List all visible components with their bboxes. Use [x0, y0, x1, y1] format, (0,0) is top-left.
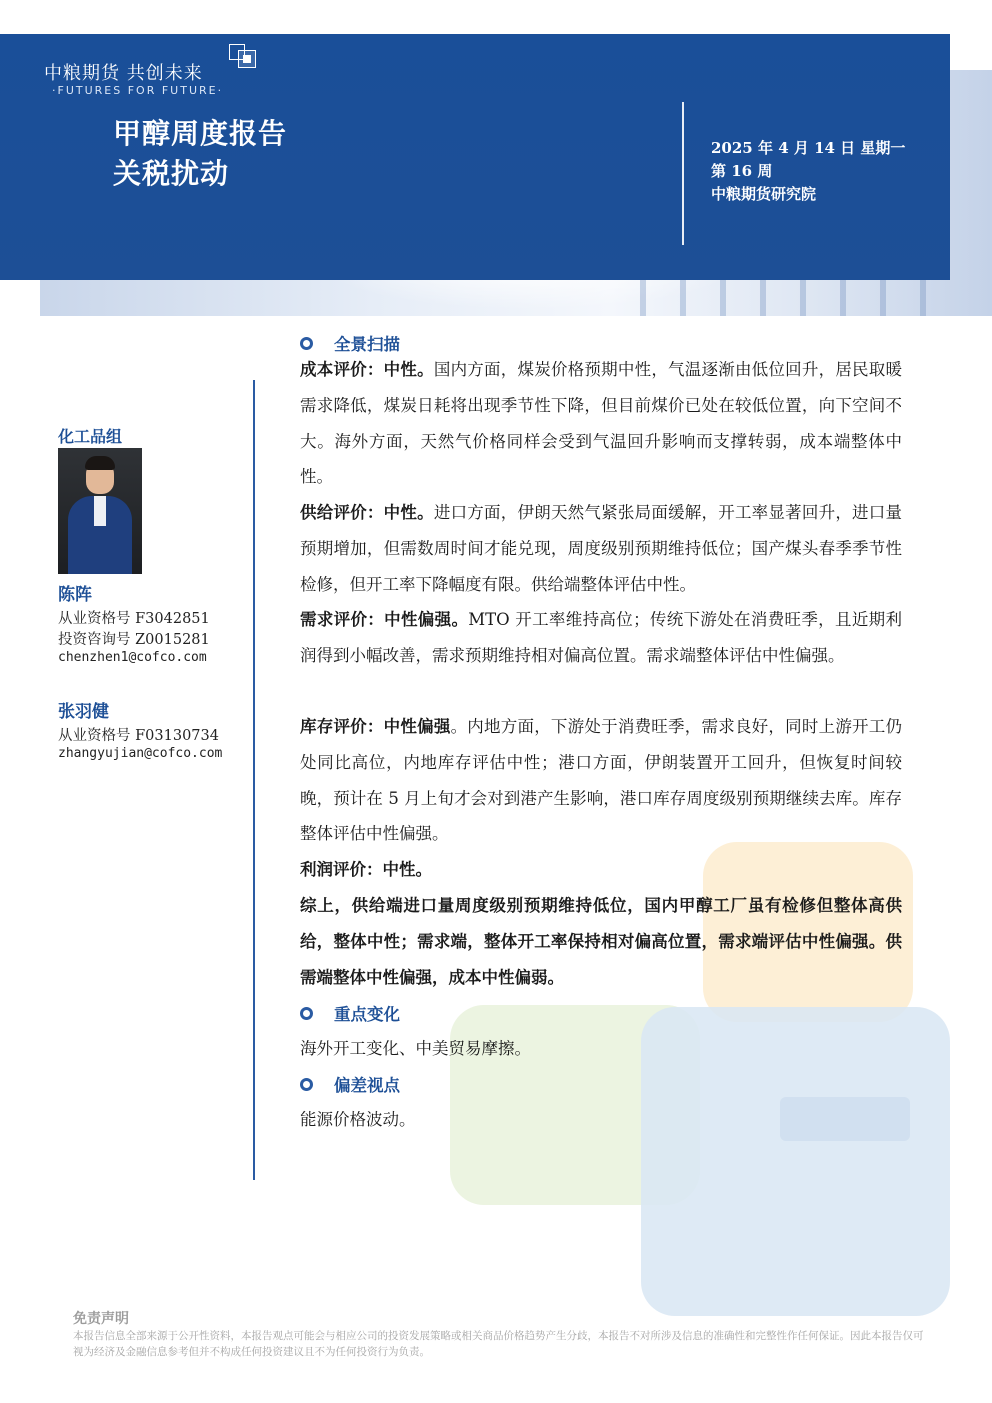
analyst-consult-license: 投资咨询号 Z0015281 — [58, 632, 210, 648]
section-heading-overview: 全景扫描 — [300, 331, 400, 355]
demand-evaluation — [300, 602, 902, 674]
supply-label: 供给评价：中性。 — [300, 503, 434, 522]
analyst-name: 陈阵 — [58, 585, 92, 605]
disclaimer-title: 免责声明 — [73, 1311, 129, 1327]
section-heading-deviation: 偏差视点 — [300, 1072, 400, 1096]
disclaimer-text: 本报告信息全部来源于公开性资料，本报告观点可能会与相应公司的投资发展策略或相关商品价格趋势产生分歧，本报告不对所涉及信息的准确性和完整性作任何保证。因此本报告仅可视为经济及金融信息参考但并不构成任何投资建议且不为任何投资行为负责。 — [73, 1330, 924, 1358]
supply-text: 进口方面，伊朗天然气紧张局面缓解，开工率显著回升，进口量预期增加，但需数周时间才能兑现，周度级别预期维持低位；国产煤头春季季节性检修，但开工率下降幅度有限。供给端整体评估中性。 — [300, 503, 903, 594]
brand-slogan: ·FUTURES FOR FUTURE· — [52, 84, 224, 97]
profit-evaluation — [300, 852, 902, 888]
cost-evaluation — [300, 352, 902, 495]
inventory-text: 。内地方面，下游处于消费旺季，需求良好，同时上游开工仍处同比高位，内地库存评估中性；港口方面，伊朗装置开工回升，但恢复时间较晚，预计在 5 月上旬才会对到港产生影响，港口库存周度级别预期继续去库。库存整体评估中性偏强。 — [300, 717, 903, 844]
header-divider — [682, 102, 684, 245]
analyst-name: 张羽健 — [58, 702, 109, 722]
bullet-ring-icon — [300, 337, 313, 350]
cost-label: 成本评价：中性。 — [300, 360, 434, 379]
key-changes-text: 海外开工变化、中美贸易摩擦。 — [300, 1039, 531, 1058]
sidebar-divider — [253, 380, 255, 1180]
bullet-ring-icon — [300, 1078, 313, 1091]
analyst-photo — [58, 448, 142, 574]
brand-logo-text: 中粮期货 共创未来 — [44, 63, 203, 84]
deviation-text: 能源价格波动。 — [300, 1110, 416, 1129]
bullet-ring-icon — [300, 1007, 313, 1020]
report-title-line2: 关税扰动 — [113, 157, 230, 190]
supply-evaluation — [300, 495, 902, 602]
report-title — [113, 114, 287, 194]
analyst-license: 从业资格号 F03130734 — [58, 728, 219, 744]
team-label: 化工品组 — [58, 427, 123, 446]
inventory-evaluation — [300, 709, 902, 852]
report-meta — [711, 137, 905, 206]
analyst-license: 从业资格号 F3042851 — [58, 611, 210, 627]
brand-logo-icon — [229, 44, 257, 72]
section-heading-key-changes: 重点变化 — [300, 1001, 400, 1025]
report-institute: 中粮期货研究院 — [711, 185, 817, 203]
inventory-label: 库存评价：中性偏强 — [300, 717, 451, 736]
report-week: 第 16 周 — [711, 162, 773, 180]
overview-summary: 综上，供给端进口量周度级别预期维持低位，国内甲醇工厂虽有检修但整体高供给，整体中性；需求端，整体开工率保持相对偏高位置，需求端评估中性偏强。供需端整体中性偏强，成本中性偏弱。 — [300, 896, 902, 987]
analyst-email[interactable]: chenzhen1@cofco.com — [58, 650, 207, 665]
report-title-line1: 甲醇周度报告 — [113, 117, 288, 150]
demand-label: 需求评价：中性偏强。 — [300, 610, 469, 629]
analyst-email[interactable]: zhangyujian@cofco.com — [58, 746, 223, 761]
profit-label: 利润评价：中性。 — [300, 860, 432, 879]
cost-text: 国内方面，煤炭价格预期中性，气温逐渐由低位回升，居民取暖需求降低，煤炭日耗将出现季节性下降，但目前煤价已处在较低位置，向下空间不大。海外方面，天然气价格同样会受到气温回升影响而支撑转弱，成本端整体中性。 — [300, 360, 903, 487]
demand-text: MTO 开工率维持高位；传统下游处在消费旺季，且近期利润得到小幅改善，需求预期维持相对偏高位置。需求端整体评估中性偏强。 — [300, 610, 902, 665]
report-date: 2025 年 4 月 14 日 星期一 — [711, 139, 906, 157]
